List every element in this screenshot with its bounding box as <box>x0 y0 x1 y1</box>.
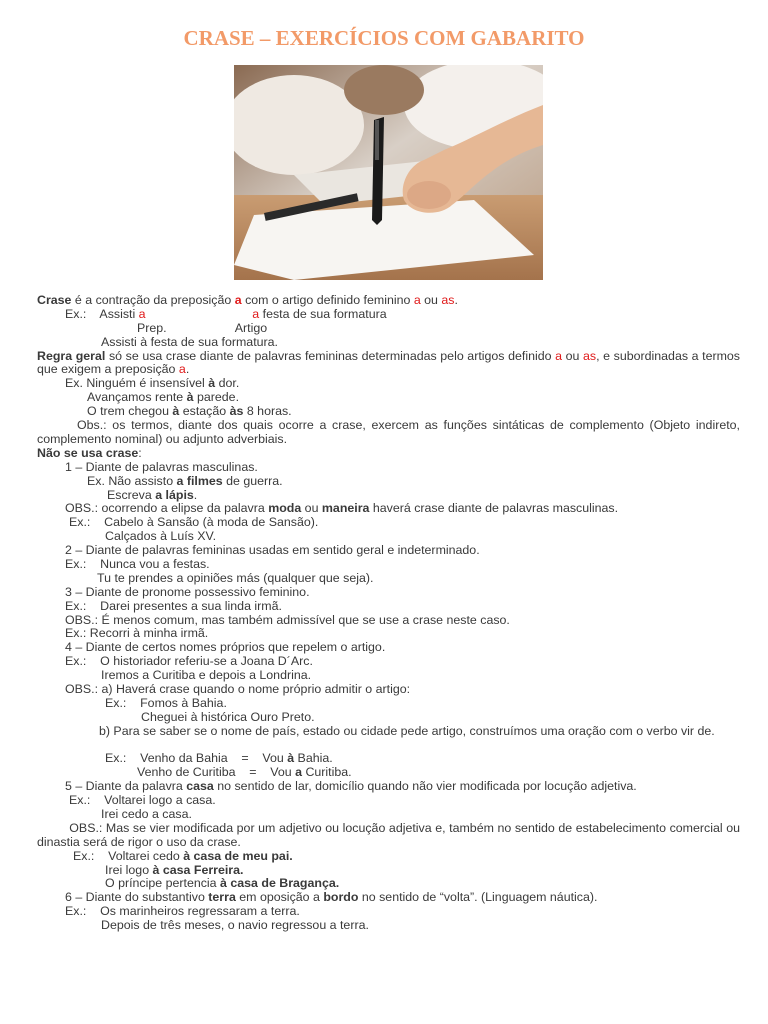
text-line <box>37 489 740 503</box>
text-segment: Ex. Ninguém é insensível <box>65 376 209 391</box>
text-segment: bordo <box>323 890 359 905</box>
text-line <box>37 794 740 808</box>
text-segment: a <box>234 293 242 307</box>
text-segment: só se usa crase diante de palavras femininas determinadas pelo artigos definido <box>105 348 556 363</box>
text-segment: OBS.: É menos comum, mas também admissível que se use a crase neste caso. <box>65 612 510 627</box>
text-line <box>37 808 740 822</box>
text-segment: 3 – Diante de pronome possessivo feminino. <box>65 584 310 599</box>
text-segment: Irei logo <box>105 862 153 877</box>
text-line <box>37 502 740 516</box>
text-segment: Cheguei à histórica Ouro Preto. <box>141 709 315 724</box>
text-line <box>37 475 740 489</box>
text-segment: de guerra. <box>222 473 283 488</box>
text-segment: 6 – Diante do substantivo <box>65 890 209 905</box>
text-segment: Iremos a Curitiba e depois a Londrina. <box>101 668 312 683</box>
text-segment: Irei cedo a casa. <box>101 807 192 821</box>
text-line <box>37 461 740 475</box>
text-segment <box>146 307 253 321</box>
text-segment: em oposição a <box>235 890 324 905</box>
text-segment: Ex.: Fomos à Bahia. <box>105 695 227 710</box>
text-segment: O trem chegou <box>87 404 173 419</box>
text-segment: parede. <box>193 390 240 405</box>
text-segment: à casa de Bragança. <box>220 876 340 891</box>
text-segment: a lápis <box>155 487 194 502</box>
text-segment: Ex.: Os marinheiros regressaram a terra. <box>65 904 300 919</box>
text-segment: à <box>208 376 216 391</box>
text-segment: no sentido de lar, domicílio quando não vier modificada por locução adjetiva. <box>213 779 637 794</box>
text-segment: 2 – Diante de palavras femininas usadas em sentido geral e indeterminado. <box>65 543 480 558</box>
text-line <box>37 891 740 905</box>
text-segment: . <box>454 293 458 307</box>
text-segment: Crase <box>37 293 72 307</box>
text-line <box>37 655 740 669</box>
text-segment: à casa de meu pai. <box>183 848 293 863</box>
text-segment: 1 – Diante de palavras masculinas. <box>65 459 258 474</box>
text-segment: terra <box>208 890 236 905</box>
text-segment: Obs.: os termos, diante dos quais ocorre a crase, exercem as funções sintáticas de complemento (Objeto indireto, complemento nominal) ou adjunto adverbiais. <box>37 418 744 446</box>
text-line <box>37 850 740 864</box>
text-line <box>37 586 740 600</box>
text-line <box>37 377 740 391</box>
text-segment: à casa Ferreira. <box>152 862 244 877</box>
text-segment: Ex.: O historiador referiu-se a Joana D´Arc. <box>65 654 313 669</box>
text-segment: ou <box>301 501 322 516</box>
text-line <box>37 711 740 725</box>
text-segment: Assisti à festa de sua formatura. <box>101 334 278 349</box>
text-segment: Tu te prendes a opiniões más (qualquer que seja). <box>97 570 374 585</box>
text-segment: , e subordinadas a termos que exigem a preposição <box>37 348 744 377</box>
text-segment: Avançamos rente <box>87 390 187 405</box>
text-segment: a <box>413 293 421 307</box>
text-line <box>37 391 740 405</box>
text-segment: festa de sua formatura <box>259 306 387 321</box>
text-segment: OBS.: Mas se vier modificada por um adjetivo ou locução adjetiva e, também no sentido de estabelecimento comercial ou dinastia será de rigor o uso da crase. <box>37 820 744 849</box>
text-segment: Não se usa crase <box>37 445 139 460</box>
page-title: CRASE – EXERCÍCIOS COM GABARITO <box>183 26 585 50</box>
text-segment: à <box>186 390 194 405</box>
text-line <box>37 697 740 711</box>
text-segment: . <box>185 362 190 377</box>
text-segment: é a contração da preposição <box>71 293 235 307</box>
text-segment: dor. <box>215 376 240 391</box>
text-line <box>37 905 740 919</box>
text-segment: à <box>287 751 295 766</box>
text-segment: b) Para se saber se o nome de país, estado ou cidade pede artigo, construímos uma oração com o verbo vir de. <box>37 723 715 738</box>
text-segment: OBS.: ocorrendo a elipse da palavra <box>65 501 269 516</box>
text-segment: O príncipe pertencia <box>105 876 221 891</box>
text-line <box>37 820 744 850</box>
text-segment: a filmes <box>176 473 223 488</box>
text-segment: Ex.: Cabelo à Sansão (à moda de Sansão). <box>69 515 319 530</box>
text-segment: a <box>178 362 186 377</box>
text-segment: . <box>193 487 198 502</box>
text-segment: estação <box>179 404 230 419</box>
text-line <box>37 516 740 530</box>
text-segment: as <box>441 293 455 307</box>
text-segment: moda <box>268 501 302 516</box>
text-segment: Calçados à Luís XV. <box>105 529 217 544</box>
text-line <box>37 752 740 766</box>
text-segment: às <box>229 404 244 419</box>
text-segment: Prep. Artigo <box>137 320 268 335</box>
text-line <box>37 418 744 447</box>
text-segment: a <box>555 348 563 363</box>
text-segment: Escreva <box>107 487 156 502</box>
text-line <box>37 348 744 378</box>
text-segment: Ex.: Voltarei cedo <box>73 848 184 863</box>
text-segment: haverá crase diante de palavras masculinas. <box>369 501 619 516</box>
text-segment: ou <box>420 293 442 307</box>
text-line <box>37 405 740 419</box>
text-line <box>37 294 740 308</box>
text-line <box>37 336 740 350</box>
text-segment: 4 – Diante de certos nomes próprios que repelem o artigo. <box>65 640 386 655</box>
text-line <box>37 877 740 891</box>
text-line <box>37 683 740 697</box>
text-segment: Ex.: Nunca vou a festas. <box>65 556 210 571</box>
text-segment: a <box>252 306 260 321</box>
text-segment: com o artigo definido feminino <box>241 293 414 307</box>
text-segment: OBS.: a) Haverá crase quando o nome próprio admitir o artigo: <box>65 681 411 696</box>
text-line <box>37 725 740 753</box>
text-segment: maneira <box>321 501 370 516</box>
text-line <box>37 558 740 572</box>
text-line <box>37 766 740 780</box>
text-line <box>37 308 740 322</box>
text-line <box>37 780 740 794</box>
text-segment: casa <box>186 779 214 794</box>
text-line <box>37 627 740 641</box>
text-segment: Ex. Não assisto <box>87 473 177 488</box>
text-line <box>37 530 740 544</box>
text-segment: 5 – Diante da palavra <box>65 779 187 794</box>
text-segment: Depois de três meses, o navio regressou a terra. <box>101 918 369 933</box>
text-segment: 8 horas. <box>243 404 292 419</box>
text-segment: Ex.: Voltarei logo a casa. <box>69 793 216 808</box>
text-line <box>37 919 740 933</box>
text-line <box>37 600 740 614</box>
text-segment: Ex.: Recorri à minha irmã. <box>65 626 209 641</box>
text-segment: Regra geral <box>37 348 106 363</box>
text-line <box>37 641 740 655</box>
text-segment: Ex.: Darei presentes a sua linda irmã. <box>65 598 282 613</box>
text-line <box>37 572 740 586</box>
photo-hand-writing-icon <box>234 65 543 280</box>
text-segment: Venho de Curitiba = Vou <box>137 765 296 780</box>
text-line <box>37 322 740 336</box>
text-segment: a <box>138 306 146 321</box>
text-line <box>37 544 740 558</box>
text-segment: Curitiba. <box>302 765 352 780</box>
text-line <box>37 864 740 878</box>
text-segment: no sentido de “volta”. (Linguagem náutica). <box>358 890 598 905</box>
text-segment: Ex.: Assisti <box>65 306 139 321</box>
text-segment: a <box>295 765 302 780</box>
text-line <box>37 669 740 683</box>
text-segment: ou <box>562 348 583 363</box>
text-line <box>37 447 740 461</box>
text-segment: à <box>172 404 180 419</box>
text-segment: Bahia. <box>294 751 333 766</box>
document-body <box>37 293 744 933</box>
text-line <box>37 614 740 628</box>
text-segment: : <box>138 445 142 460</box>
text-segment: as <box>583 348 597 363</box>
text-segment: Ex.: Venho da Bahia = Vou <box>105 751 288 766</box>
